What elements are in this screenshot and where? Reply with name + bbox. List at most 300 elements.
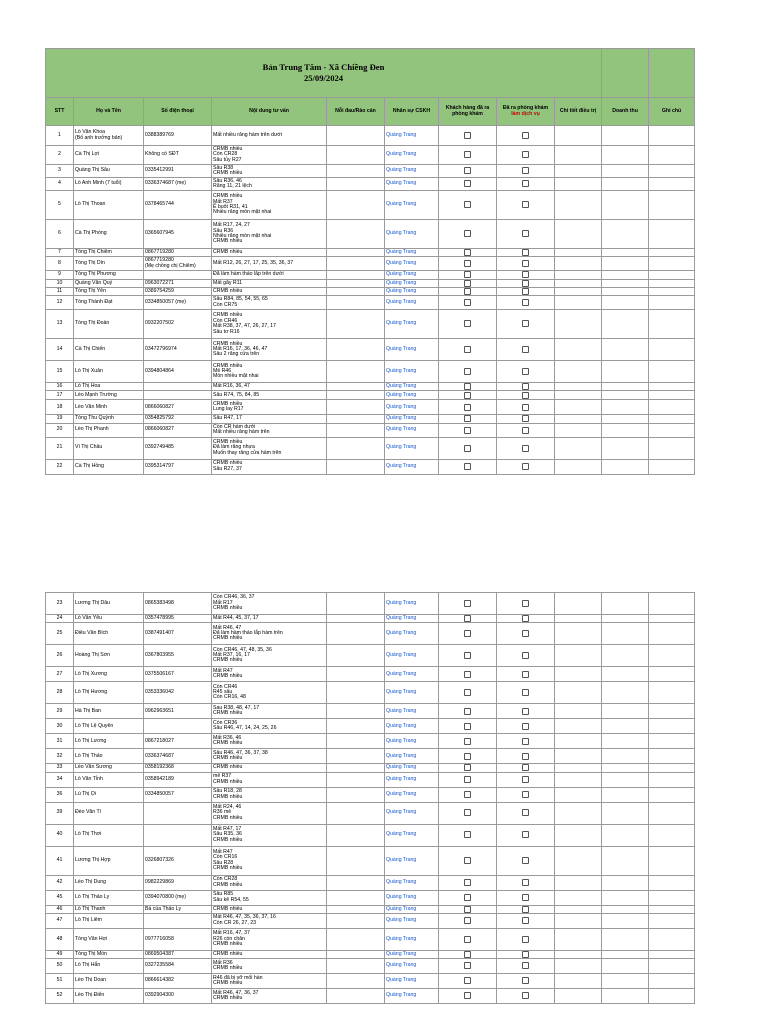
phone-cell[interactable]: 0336374687 (mẹ) <box>144 178 212 191</box>
phone-cell[interactable]: 0866060827 <box>144 400 212 415</box>
pain-cell[interactable] <box>327 310 385 339</box>
checkbox[interactable] <box>464 615 471 622</box>
treatment-cell[interactable] <box>555 191 602 220</box>
treatment-cell[interactable] <box>555 339 602 361</box>
phone-cell[interactable]: 0326807326 <box>144 846 212 875</box>
content-cell[interactable]: CRMB nhiều Mất R37 Ề buốt R31, 41 Nhiều răng mòn mặt nhai <box>212 191 327 220</box>
checkbox[interactable] <box>522 288 529 295</box>
checkbox[interactable] <box>464 230 471 237</box>
pain-cell[interactable] <box>327 905 385 913</box>
checkbox[interactable] <box>464 857 471 864</box>
notes-cell[interactable] <box>649 974 695 989</box>
stt-cell[interactable]: 16 <box>46 383 74 391</box>
staff-cell[interactable]: Quàng Trang <box>385 271 439 279</box>
name-cell[interactable]: Cà Thị Phóng <box>74 220 144 249</box>
phone-cell[interactable]: 0327235584 <box>144 959 212 974</box>
treatment-cell[interactable] <box>555 875 602 890</box>
name-cell[interactable]: Lò Văn Tỉnh <box>74 772 144 787</box>
staff-cell[interactable]: Quàng Trang <box>385 749 439 764</box>
name-cell[interactable]: Hoàng Thị Sơn <box>74 645 144 667</box>
checkbox[interactable] <box>464 271 471 278</box>
revenue-cell[interactable] <box>602 764 649 772</box>
phone-cell[interactable]: 0963072271 <box>144 279 212 287</box>
notes-cell[interactable] <box>649 913 695 928</box>
phone-cell[interactable] <box>144 391 212 400</box>
pain-cell[interactable] <box>327 165 385 178</box>
treatment-cell[interactable] <box>555 719 602 734</box>
revenue-cell[interactable] <box>602 959 649 974</box>
treatment-cell[interactable] <box>555 391 602 400</box>
phone-cell[interactable]: 0334850057 (mẹ) <box>144 296 212 310</box>
notes-cell[interactable] <box>649 787 695 802</box>
treatment-cell[interactable] <box>555 383 602 391</box>
stt-cell[interactable]: 4 <box>46 178 74 191</box>
notes-cell[interactable] <box>649 682 695 704</box>
treatment-cell[interactable] <box>555 989 602 1004</box>
notes-cell[interactable] <box>649 257 695 271</box>
pain-cell[interactable] <box>327 126 385 146</box>
phone-cell[interactable]: 0867218027 <box>144 734 212 749</box>
revenue-cell[interactable] <box>602 734 649 749</box>
revenue-cell[interactable] <box>602 905 649 913</box>
notes-cell[interactable] <box>649 905 695 913</box>
stt-cell[interactable]: 22 <box>46 459 74 474</box>
checkbox[interactable] <box>522 894 529 901</box>
checkbox[interactable] <box>522 708 529 715</box>
content-cell[interactable]: mẻ R37 CRMB nhiều <box>212 772 327 787</box>
revenue-cell[interactable] <box>602 191 649 220</box>
stt-cell[interactable]: 25 <box>46 623 74 645</box>
notes-cell[interactable] <box>649 772 695 787</box>
name-cell[interactable]: Lò Thị Thảo <box>74 749 144 764</box>
checkbox[interactable] <box>522 689 529 696</box>
phone-cell[interactable]: 0367803955 <box>144 645 212 667</box>
checkbox[interactable] <box>464 671 471 678</box>
name-cell[interactable]: Lò Thị Thơi <box>74 824 144 846</box>
pain-cell[interactable] <box>327 959 385 974</box>
content-cell[interactable]: CRMB nhiều Lung lay R17 <box>212 400 327 415</box>
content-cell[interactable]: Mất R16, 47, 37 R26 còn chân CRMB nhiều <box>212 928 327 950</box>
revenue-cell[interactable] <box>602 437 649 459</box>
checkbox[interactable] <box>522 368 529 375</box>
revenue-cell[interactable] <box>602 824 649 846</box>
notes-cell[interactable] <box>649 249 695 257</box>
notes-cell[interactable] <box>649 296 695 310</box>
staff-cell[interactable]: Quàng Trang <box>385 890 439 905</box>
checkbox[interactable] <box>522 249 529 256</box>
stt-cell[interactable]: 18 <box>46 400 74 415</box>
name-cell[interactable]: Lò Thị Lương <box>74 734 144 749</box>
phone-cell[interactable]: 0867719280 (Mẹ chồng chị Chiêm) <box>144 257 212 271</box>
name-cell[interactable]: Quàng Thị Sâu <box>74 165 144 178</box>
content-cell[interactable]: Mất R16, 36, 47 <box>212 383 327 391</box>
notes-cell[interactable] <box>649 890 695 905</box>
stt-cell[interactable]: 10 <box>46 279 74 287</box>
revenue-cell[interactable] <box>602 593 649 615</box>
stt-cell[interactable]: 49 <box>46 950 74 958</box>
staff-cell[interactable]: Quàng Trang <box>385 875 439 890</box>
name-cell[interactable]: Lò Thị Thanh <box>74 905 144 913</box>
stt-cell[interactable]: 45 <box>46 890 74 905</box>
checkbox[interactable] <box>522 201 529 208</box>
revenue-cell[interactable] <box>602 682 649 704</box>
stt-cell[interactable]: 5 <box>46 191 74 220</box>
name-cell[interactable]: Lò Thị Hắn <box>74 959 144 974</box>
staff-cell[interactable]: Quàng Trang <box>385 178 439 191</box>
name-cell[interactable]: Vì Thị Châu <box>74 437 144 459</box>
notes-cell[interactable] <box>649 749 695 764</box>
content-cell[interactable]: Sâu R46, 47, 36, 37, 38 CRMB nhiều <box>212 749 327 764</box>
checkbox[interactable] <box>464 764 471 771</box>
stt-cell[interactable]: 19 <box>46 415 74 423</box>
name-cell[interactable]: Tòng Thành Đạt <box>74 296 144 310</box>
revenue-cell[interactable] <box>602 459 649 474</box>
treatment-cell[interactable] <box>555 764 602 772</box>
name-cell[interactable]: Cà Thị Hồng <box>74 459 144 474</box>
treatment-cell[interactable] <box>555 279 602 287</box>
treatment-cell[interactable] <box>555 846 602 875</box>
stt-cell[interactable]: 26 <box>46 645 74 667</box>
checkbox[interactable] <box>522 415 529 422</box>
phone-cell[interactable]: 0962963651 <box>144 704 212 719</box>
phone-cell[interactable]: 0932207502 <box>144 310 212 339</box>
treatment-cell[interactable] <box>555 257 602 271</box>
stt-cell[interactable]: 2 <box>46 146 74 165</box>
stt-cell[interactable]: 1 <box>46 126 74 146</box>
pain-cell[interactable] <box>327 719 385 734</box>
content-cell[interactable]: Sâu R18, 28 CRMB nhiều <box>212 787 327 802</box>
treatment-cell[interactable] <box>555 165 602 178</box>
notes-cell[interactable] <box>649 719 695 734</box>
checkbox[interactable] <box>464 689 471 696</box>
treatment-cell[interactable] <box>555 459 602 474</box>
staff-cell[interactable]: Quàng Trang <box>385 279 439 287</box>
phone-cell[interactable]: 0365607945 <box>144 220 212 249</box>
phone-cell[interactable] <box>144 271 212 279</box>
notes-cell[interactable] <box>649 824 695 846</box>
staff-cell[interactable]: Quàng Trang <box>385 667 439 682</box>
stt-cell[interactable]: 29 <box>46 704 74 719</box>
name-cell[interactable]: Lương Thị Hợp <box>74 846 144 875</box>
phone-cell[interactable]: Bà của Thảo Ly <box>144 905 212 913</box>
name-cell[interactable]: Điêu Văn Bích <box>74 623 144 645</box>
content-cell[interactable]: Còn CR28 CRMB nhiều <box>212 875 327 890</box>
stt-cell[interactable]: 7 <box>46 249 74 257</box>
pain-cell[interactable] <box>327 459 385 474</box>
pain-cell[interactable] <box>327 279 385 287</box>
checkbox[interactable] <box>464 738 471 745</box>
revenue-cell[interactable] <box>602 423 649 437</box>
stt-cell[interactable]: 33 <box>46 764 74 772</box>
name-cell[interactable]: Tòng Thị Đoàn <box>74 310 144 339</box>
checkbox[interactable] <box>522 280 529 287</box>
checkbox[interactable] <box>522 132 529 139</box>
staff-cell[interactable]: Quàng Trang <box>385 682 439 704</box>
staff-cell[interactable]: Quàng Trang <box>385 220 439 249</box>
notes-cell[interactable] <box>649 423 695 437</box>
name-cell[interactable]: Lò Văn Yêu <box>74 615 144 623</box>
checkbox[interactable] <box>464 977 471 984</box>
staff-cell[interactable]: Quàng Trang <box>385 905 439 913</box>
pain-cell[interactable] <box>327 764 385 772</box>
checkbox[interactable] <box>464 936 471 943</box>
checkbox[interactable] <box>522 600 529 607</box>
stt-cell[interactable]: 23 <box>46 593 74 615</box>
checkbox[interactable] <box>522 299 529 306</box>
content-cell[interactable]: Sâu R47, 17 <box>212 415 327 423</box>
phone-cell[interactable]: 0335412991 <box>144 165 212 178</box>
treatment-cell[interactable] <box>555 824 602 846</box>
pain-cell[interactable] <box>327 423 385 437</box>
pain-cell[interactable] <box>327 734 385 749</box>
pain-cell[interactable] <box>327 615 385 623</box>
content-cell[interactable]: Sâu R36, 46 Răng 11, 21 lệch <box>212 178 327 191</box>
checkbox[interactable] <box>464 368 471 375</box>
checkbox[interactable] <box>464 962 471 969</box>
checkbox[interactable] <box>522 753 529 760</box>
revenue-cell[interactable] <box>602 913 649 928</box>
phone-cell[interactable]: 0354825792 <box>144 415 212 423</box>
revenue-cell[interactable] <box>602 339 649 361</box>
treatment-cell[interactable] <box>555 296 602 310</box>
pain-cell[interactable] <box>327 913 385 928</box>
content-cell[interactable]: Còn CR46, 47, 48, 35, 36 Mất R37, 16, 17 CRMB nhiều <box>212 645 327 667</box>
treatment-cell[interactable] <box>555 249 602 257</box>
staff-cell[interactable]: Quàng Trang <box>385 959 439 974</box>
revenue-cell[interactable] <box>602 615 649 623</box>
stt-cell[interactable]: 27 <box>46 667 74 682</box>
content-cell[interactable]: CRMB nhiều Mất R16, 17, 36, 46, 47 Sâu 2 răng cửa trên <box>212 339 327 361</box>
checkbox[interactable] <box>464 652 471 659</box>
phone-cell[interactable]: 0336374687 <box>144 749 212 764</box>
checkbox[interactable] <box>522 427 529 434</box>
checkbox[interactable] <box>464 299 471 306</box>
checkbox[interactable] <box>522 180 529 187</box>
stt-cell[interactable]: 41 <box>46 846 74 875</box>
name-cell[interactable]: Lò Văn Khoa (Bố anh trưởng bản) <box>74 126 144 146</box>
treatment-cell[interactable] <box>555 749 602 764</box>
revenue-cell[interactable] <box>602 749 649 764</box>
staff-cell[interactable]: Quàng Trang <box>385 719 439 734</box>
phone-cell[interactable]: 0334850057 <box>144 787 212 802</box>
stt-cell[interactable]: 51 <box>46 974 74 989</box>
content-cell[interactable]: Sâu R85 Sâu kẽ R54, 55 <box>212 890 327 905</box>
checkbox[interactable] <box>522 831 529 838</box>
pain-cell[interactable] <box>327 361 385 383</box>
notes-cell[interactable] <box>649 734 695 749</box>
notes-cell[interactable] <box>649 126 695 146</box>
revenue-cell[interactable] <box>602 271 649 279</box>
name-cell[interactable]: Tòng Thị Phương <box>74 271 144 279</box>
stt-cell[interactable]: 20 <box>46 423 74 437</box>
name-cell[interactable]: Cà Thị Chiến <box>74 339 144 361</box>
notes-cell[interactable] <box>649 928 695 950</box>
checkbox[interactable] <box>464 320 471 327</box>
checkbox[interactable] <box>464 992 471 999</box>
staff-cell[interactable]: Quàng Trang <box>385 974 439 989</box>
staff-cell[interactable]: Quàng Trang <box>385 400 439 415</box>
checkbox[interactable] <box>522 230 529 237</box>
checkbox[interactable] <box>464 260 471 267</box>
name-cell[interactable]: Quàng Văn Quý <box>74 279 144 287</box>
stt-cell[interactable]: 6 <box>46 220 74 249</box>
notes-cell[interactable] <box>649 400 695 415</box>
checkbox[interactable] <box>522 151 529 158</box>
revenue-cell[interactable] <box>602 719 649 734</box>
phone-cell[interactable]: 0388389769 <box>144 126 212 146</box>
phone-cell[interactable]: 0394070800 (mẹ) <box>144 890 212 905</box>
treatment-cell[interactable] <box>555 271 602 279</box>
notes-cell[interactable] <box>649 645 695 667</box>
stt-cell[interactable]: 36 <box>46 787 74 802</box>
content-cell[interactable]: Mất R47 CRMB nhiều <box>212 667 327 682</box>
phone-cell[interactable] <box>144 824 212 846</box>
staff-cell[interactable]: Quàng Trang <box>385 928 439 950</box>
checkbox[interactable] <box>522 271 529 278</box>
pain-cell[interactable] <box>327 400 385 415</box>
treatment-cell[interactable] <box>555 974 602 989</box>
checkbox[interactable] <box>464 723 471 730</box>
name-cell[interactable]: Tòng Văn Hợi <box>74 928 144 950</box>
staff-cell[interactable]: Quàng Trang <box>385 423 439 437</box>
notes-cell[interactable] <box>649 146 695 165</box>
content-cell[interactable]: CRMB nhiều Đã làm răng nhựa Muốn thay răng cửa hàm trên <box>212 437 327 459</box>
content-cell[interactable]: Còn CR36 Sâu R46, 47, 14, 24, 25, 26 <box>212 719 327 734</box>
revenue-cell[interactable] <box>602 257 649 271</box>
notes-cell[interactable] <box>649 279 695 287</box>
pain-cell[interactable] <box>327 802 385 824</box>
notes-cell[interactable] <box>649 846 695 875</box>
staff-cell[interactable]: Quàng Trang <box>385 383 439 391</box>
revenue-cell[interactable] <box>602 772 649 787</box>
stt-cell[interactable]: 3 <box>46 165 74 178</box>
revenue-cell[interactable] <box>602 974 649 989</box>
phone-cell[interactable]: 0982229869 <box>144 875 212 890</box>
content-cell[interactable]: CRMB nhiều Còn CR46 Mất R38, 37, 47, 26, 27, 17 Sâu tơ R16 <box>212 310 327 339</box>
stt-cell[interactable]: 40 <box>46 824 74 846</box>
pain-cell[interactable] <box>327 824 385 846</box>
phone-cell[interactable]: 0395314797 <box>144 459 212 474</box>
checkbox[interactable] <box>522 879 529 886</box>
treatment-cell[interactable] <box>555 126 602 146</box>
treatment-cell[interactable] <box>555 645 602 667</box>
name-cell[interactable]: Lèo Thị Điển <box>74 989 144 1004</box>
checkbox[interactable] <box>522 992 529 999</box>
name-cell[interactable]: Lò Thị Hương <box>74 682 144 704</box>
treatment-cell[interactable] <box>555 437 602 459</box>
content-cell[interactable]: Sâu R74, 75, 84, 85 <box>212 391 327 400</box>
treatment-cell[interactable] <box>555 950 602 958</box>
pain-cell[interactable] <box>327 391 385 400</box>
treatment-cell[interactable] <box>555 400 602 415</box>
name-cell[interactable]: Lò Thị Lệ Quyên <box>74 719 144 734</box>
phone-cell[interactable] <box>144 719 212 734</box>
treatment-cell[interactable] <box>555 928 602 950</box>
checkbox[interactable] <box>522 906 529 913</box>
checkbox[interactable] <box>522 346 529 353</box>
phone-cell[interactable]: 0865383498 <box>144 593 212 615</box>
revenue-cell[interactable] <box>602 126 649 146</box>
notes-cell[interactable] <box>649 391 695 400</box>
staff-cell[interactable]: Quàng Trang <box>385 772 439 787</box>
revenue-cell[interactable] <box>602 875 649 890</box>
staff-cell[interactable]: Quàng Trang <box>385 249 439 257</box>
phone-cell[interactable]: 0866614382 <box>144 974 212 989</box>
staff-cell[interactable]: Quàng Trang <box>385 296 439 310</box>
content-cell[interactable]: Sâu R84, 85, 54, 55, 65 Còn CR75 <box>212 296 327 310</box>
name-cell[interactable]: Lèo Thị Phanh <box>74 423 144 437</box>
name-cell[interactable]: Lò Thị Xuân <box>74 361 144 383</box>
revenue-cell[interactable] <box>602 165 649 178</box>
pain-cell[interactable] <box>327 846 385 875</box>
checkbox[interactable] <box>464 831 471 838</box>
notes-cell[interactable] <box>649 191 695 220</box>
staff-cell[interactable]: Quàng Trang <box>385 950 439 958</box>
content-cell[interactable]: CRMB nhiều <box>212 905 327 913</box>
treatment-cell[interactable] <box>555 310 602 339</box>
staff-cell[interactable]: Quàng Trang <box>385 615 439 623</box>
checkbox[interactable] <box>522 167 529 174</box>
treatment-cell[interactable] <box>555 615 602 623</box>
checkbox[interactable] <box>522 962 529 969</box>
revenue-cell[interactable] <box>602 704 649 719</box>
revenue-cell[interactable] <box>602 415 649 423</box>
staff-cell[interactable]: Quàng Trang <box>385 339 439 361</box>
checkbox[interactable] <box>464 167 471 174</box>
phone-cell[interactable]: 0869504387 <box>144 950 212 958</box>
phone-cell[interactable]: 0375506167 <box>144 667 212 682</box>
stt-cell[interactable]: 48 <box>46 928 74 950</box>
notes-cell[interactable] <box>649 667 695 682</box>
content-cell[interactable]: Mất R46, 47, 36, 37 CRMB nhiều <box>212 989 327 1004</box>
notes-cell[interactable] <box>649 959 695 974</box>
checkbox[interactable] <box>522 392 529 399</box>
revenue-cell[interactable] <box>602 989 649 1004</box>
name-cell[interactable]: Lèo Văn Minh <box>74 400 144 415</box>
staff-cell[interactable]: Quàng Trang <box>385 310 439 339</box>
stt-cell[interactable]: 47 <box>46 913 74 928</box>
pain-cell[interactable] <box>327 704 385 719</box>
revenue-cell[interactable] <box>602 802 649 824</box>
pain-cell[interactable] <box>327 415 385 423</box>
pain-cell[interactable] <box>327 989 385 1004</box>
pain-cell[interactable] <box>327 146 385 165</box>
content-cell[interactable]: CRMB nhiều <box>212 249 327 257</box>
checkbox[interactable] <box>464 809 471 816</box>
notes-cell[interactable] <box>649 623 695 645</box>
revenue-cell[interactable] <box>602 287 649 295</box>
phone-cell[interactable] <box>144 383 212 391</box>
name-cell[interactable]: Hà Thị Ban <box>74 704 144 719</box>
checkbox[interactable] <box>522 445 529 452</box>
checkbox[interactable] <box>464 753 471 760</box>
staff-cell[interactable]: Quàng Trang <box>385 645 439 667</box>
checkbox[interactable] <box>464 151 471 158</box>
checkbox[interactable] <box>464 392 471 399</box>
treatment-cell[interactable] <box>555 682 602 704</box>
stt-cell[interactable]: 21 <box>46 437 74 459</box>
content-cell[interactable]: Mất R36 CRMB nhiều <box>212 959 327 974</box>
name-cell[interactable]: Lò Thị Liêm <box>74 913 144 928</box>
name-cell[interactable]: Tòng Thu Quỳnh <box>74 415 144 423</box>
pain-cell[interactable] <box>327 191 385 220</box>
checkbox[interactable] <box>522 977 529 984</box>
checkbox[interactable] <box>522 764 529 771</box>
notes-cell[interactable] <box>649 415 695 423</box>
content-cell[interactable]: Mất R24, 46 R36 mẻ CRMB nhiều <box>212 802 327 824</box>
staff-cell[interactable]: Quàng Trang <box>385 704 439 719</box>
revenue-cell[interactable] <box>602 667 649 682</box>
